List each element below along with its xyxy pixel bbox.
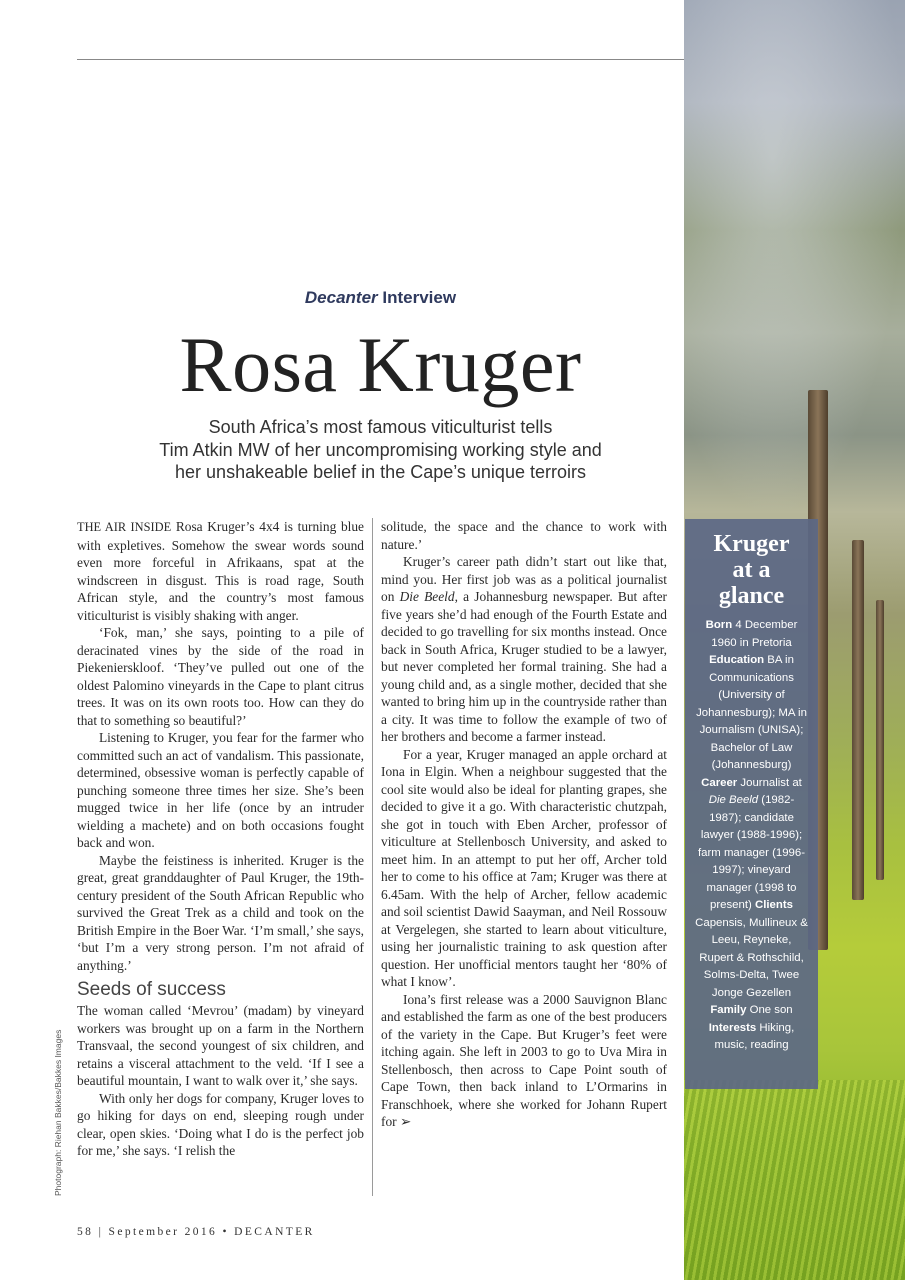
sidebar-label: Interests xyxy=(708,1021,757,1034)
paragraph: Iona’s first release was a 2000 Sauvignon Blanc and established the farm as one of the best producers of the variety in the Cape. But Kruger’s feet were itching again. She left in 2003 to go to Uva Mira in Stellenbosch, then across to Cape Point south of Cape Town, then back inland to L’Ormarins in Franschhoek, where she worked for Johann Rupert for ➢ xyxy=(381,991,667,1129)
column-divider xyxy=(372,518,373,1196)
paragraph: Listening to Kruger, you fear for the farmer who committed such an act of vandalism. This passionate, determined, obsessive woman is perfectly capable of punching someone three times her size. She’s been mugged twice in her life (once by an intruder wielding a machete) and on both occasions fought back and won. xyxy=(77,730,364,850)
vine-post xyxy=(876,600,884,880)
continue-arrow-icon: ➢ xyxy=(399,1114,412,1129)
photo-credit: Photograph: Riehan Bakkes/Bakkes Images xyxy=(53,1029,63,1196)
paragraph: For a year, Kruger managed an apple orchard at Iona in Elgin. When a neighbour suggested that the cool site would also be ideal for planting grapes, she decided to give it a go. With characteristic chutzpah, she got in touch with Eben Archer, professor of viticulture at Stellenbosch University, and asked to meet him. In an attempt to put her off, Archer told her to come to his office at 7am; Kruger was there at 6.45am. With the help of Archer, fellow academic and soil scientist Dawid Saayman, and Neil Rossouw at Vergelegen, she started to learn about viticulture, using her journalistic training to ask question after question. Her unofficial mentors taught her ‘80% of what I know’. xyxy=(381,746,667,989)
standfirst-line: South Africa’s most famous viticulturist tells xyxy=(208,417,553,437)
publication-name: Die Beeld xyxy=(399,589,455,604)
standfirst-line: her unshakeable belief in the Cape’s unique terroirs xyxy=(175,462,586,482)
sidebar-title: Kruger at a glance xyxy=(713,531,790,609)
subheading: Seeds of success xyxy=(77,979,226,1000)
page-title: Rosa Kruger xyxy=(179,321,582,408)
paragraph: solitude, the space and the chance to work with nature.’ xyxy=(381,519,667,552)
paragraph: Kruger’s career path didn’t start out like that, mind you. Her first job was as a political journalist on Die Beeld, a Johannesburg newspaper. But after five years she’d had enough of the Fourth Estate and decided to go travelling for six months instead. Once back in South Africa, Kruger studied to be a lawyer, but never completed her formal training. She had a young child and, as a single mother, decided that she wanted to bring him up in the countryside rather than a city. It was time to follow the example of two of her brothers and become a farmer instead. xyxy=(381,554,667,744)
sidebar-label: Born xyxy=(705,619,733,631)
paragraph: The woman called ‘Mevrou’ (madam) by vineyard workers was brought up on a farm in the Northern Transvaal, the second youngest of six children, and retains a visceral attachment to the veld. ‘If I see a beautiful mountain, I want to walk over it,’ she says. xyxy=(77,1003,364,1088)
section-kicker xyxy=(77,288,684,308)
paragraph: ‘Fok, man,’ she says, pointing to a pile of deracinated vines by the side of the road in Piekenierskloof. ‘They’ve pulled out one of the oldest Palomino vineyards in the Cape to plant citrus trees. It was on its own roots too. How can they do that to something so beautiful?’ xyxy=(77,625,364,728)
sidebar-label: Clients xyxy=(754,899,793,911)
standfirst-line: Tim Atkin MW of her uncompromising working style and xyxy=(159,439,602,460)
photo-grass xyxy=(684,1080,905,1280)
page-folio: 58 | September 2016 • DECANTER xyxy=(77,1226,315,1238)
photo-sky-haze xyxy=(684,0,905,520)
at-a-glance-box xyxy=(685,519,818,1089)
sidebar-label: Family xyxy=(710,1004,747,1016)
paragraph: Maybe the feistiness is inherited. Kruger is the great, great granddaughter of Paul Kruger, the 19th-century president of the South African Republic who survived the Great Trek as a child and took on the British Empire in the Boer War. ‘I’m small,’ she says, ‘but I’m a very strong person. I’m not afraid of anything.’ xyxy=(77,852,365,973)
sidebar-label: Education xyxy=(709,654,765,666)
standfirst xyxy=(77,416,684,484)
kicker-brand: Decanter xyxy=(304,288,378,307)
article-column-2 xyxy=(381,518,667,1131)
article-column-1 xyxy=(77,518,364,1160)
vine-post xyxy=(852,540,864,900)
kicker-label: Interview xyxy=(382,288,457,307)
paragraph: THE AIR INSIDE Rosa Kruger’s 4x4 is turning blue with expletives. Somehow the swear words sound even more forceful in Afrikaans, spat at the windscreen in disgust. This is road rage, South African style, and the country’s most famous viticulturist is visibly shaking with anger. xyxy=(77,519,364,623)
lead-in: THE AIR INSIDE xyxy=(77,520,172,534)
paragraph: With only her dogs for company, Kruger loves to go hiking for days on end, sleeping rough under clear, open skies. ‘Doing what I do is the perfect job for me,’ she says. ‘I relish the xyxy=(77,1090,364,1158)
top-rule xyxy=(77,59,684,60)
sidebar-label: Career xyxy=(701,776,738,789)
sidebar-body: Born 4 December 1960 in Pretoria Education BA in Communications (University of Johannesburg); MA in Journalism (UNISA); Bachelor of Law (Johannesburg) Career Journalist at Die Beeld (1982-1987); candidate lawyer (1988-1996); farm manager (1996-1997); vineyard manager (1998 to present) Clients Capensis, Mullineux & Leeu, Reyneke, Rupert & Rothschild, Solms-Delta, Twee Jonge Gezellen Family One son Interests Hiking, music, reading xyxy=(695,619,808,1051)
